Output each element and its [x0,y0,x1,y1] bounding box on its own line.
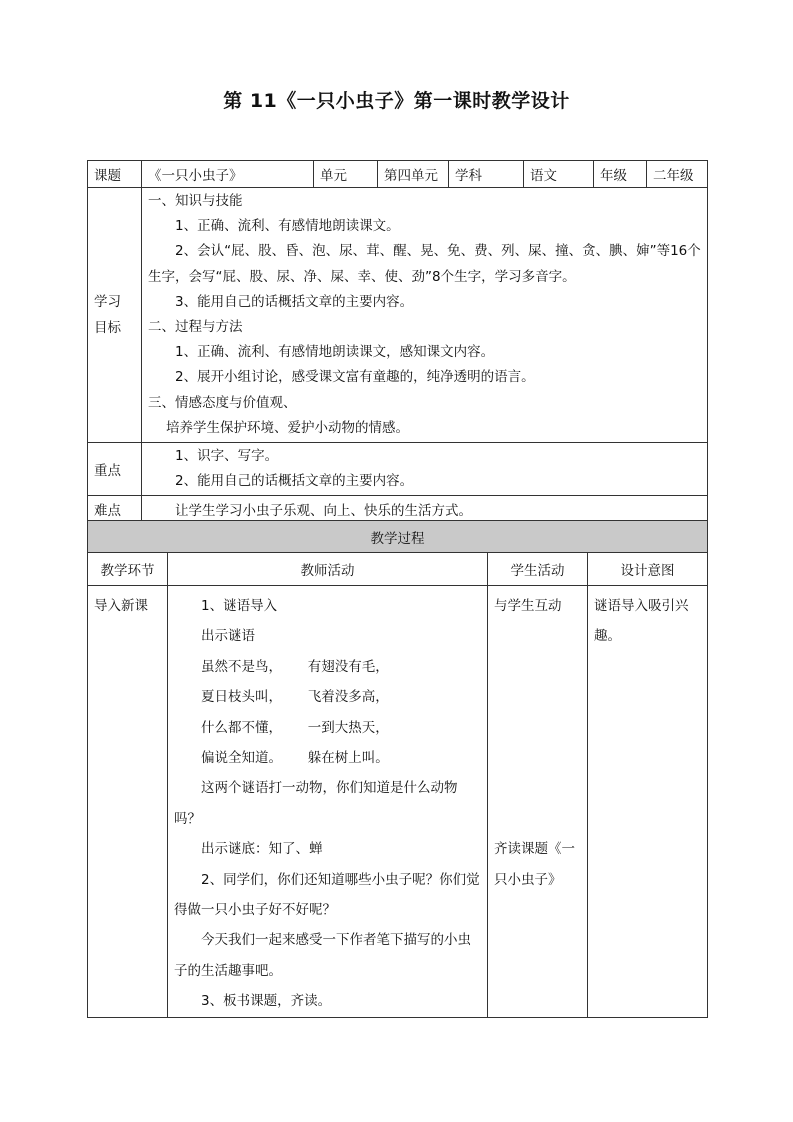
goals-label: 学习目标 [88,188,142,443]
key-point-line: 1、识字、写字。 [175,448,279,465]
header-teacher: 教师活动 [168,553,488,586]
goal-line: 1、正确、流利、有感情地朗读课文，感知课文内容。 [175,344,495,361]
page-title: 第 11《一只小虫子》第一课时教学设计 [223,90,570,112]
header-student: 学生活动 [488,553,588,586]
grade-label: 年级 [594,161,647,188]
goal-line: 2、会认“屁、股、昏、泡、尿、茸、醒、晃、免、费、列、屎、撞、贪、腆、婶”等16个生字，会写“屁、股、尿、净、屎、幸、使、劲”8个生字，学习多音字。 [148,243,701,285]
process-row [88,586,708,1018]
riddle-line: 虽然不是鸟， 有翅没有毛， [201,658,389,675]
topic-label: 课题 [88,161,142,188]
header-stage: 教学环节 [88,553,168,586]
teacher-line: 1、谜语导入 [201,598,278,614]
key-points-content [142,443,708,496]
teacher-line: 这两个谜语打一动物，你们知道是什么动物吗？ [174,780,458,827]
difficulty-content: 让学生学习小虫子乐观、向上、快乐的生活方式。 [142,496,708,523]
goal-line: 一、知识与技能 [148,193,243,209]
goals-content [142,188,708,443]
subject-value: 语文 [524,161,594,188]
riddle-line: 什么都不懂， 一到大热天， [201,719,389,736]
teaching-process-table [87,520,708,1018]
key-point-line: 2、能用自己的话概括文章的主要内容。 [175,473,414,490]
lesson-info-table [87,160,708,523]
process-header-row [88,553,708,586]
difficulty-row [88,496,708,523]
stage-cell: 导入新课 [88,586,168,1018]
teacher-line: 出示谜底：知了、蝉 [201,841,323,858]
grade-value: 二年级 [647,161,708,188]
teacher-line: 今天我们一起来感受一下作者笔下描写的小虫子的生活趣事吧。 [174,932,471,979]
key-points-label: 重点 [88,443,142,496]
goal-line: 1、正确、流利、有感情地朗读课文。 [175,218,400,235]
goal-line: 培养学生保护环境、爱护小动物的情感。 [166,419,409,436]
goal-line: 三、情感态度与价值观、 [148,394,297,411]
goal-line: 2、展开小组讨论，感受课文富有童趣的，纯净透明的语言。 [175,369,535,386]
student-activity-cell [488,586,588,1018]
goals-row [88,188,708,443]
goal-line: 二、过程与方法 [148,319,243,336]
riddle-line: 偏说全知道。 躲在树上叫。 [201,750,389,767]
teacher-line: 3、板书课题，齐读。 [201,993,332,1010]
student-line: 齐读课题《一只小虫子》 [494,841,575,888]
teacher-activity-cell [168,586,488,1018]
key-points-row [88,443,708,496]
unit-label: 单元 [314,161,378,188]
header-intent: 设计意图 [588,553,708,586]
difficulty-label: 难点 [88,496,142,523]
teacher-line: 2、同学们，你们还知道哪些小虫子呢？你们觉得做一只小虫子好不好呢？ [174,871,480,919]
student-line: 与学生互动 [494,598,562,614]
process-band: 教学过程 [88,521,708,553]
goal-line: 3、能用自己的话概括文章的主要内容。 [175,293,414,310]
lesson-header-row [88,161,708,188]
riddle-line: 夏日枝头叫， 飞着没多高， [201,689,389,706]
subject-label: 学科 [449,161,524,188]
intent-cell: 谜语导入吸引兴趣。 [588,586,708,1018]
teacher-line: 出示谜语 [201,628,255,645]
topic-value: 《一只小虫子》 [142,161,314,188]
process-band-row [88,521,708,553]
unit-value: 第四单元 [378,161,449,188]
